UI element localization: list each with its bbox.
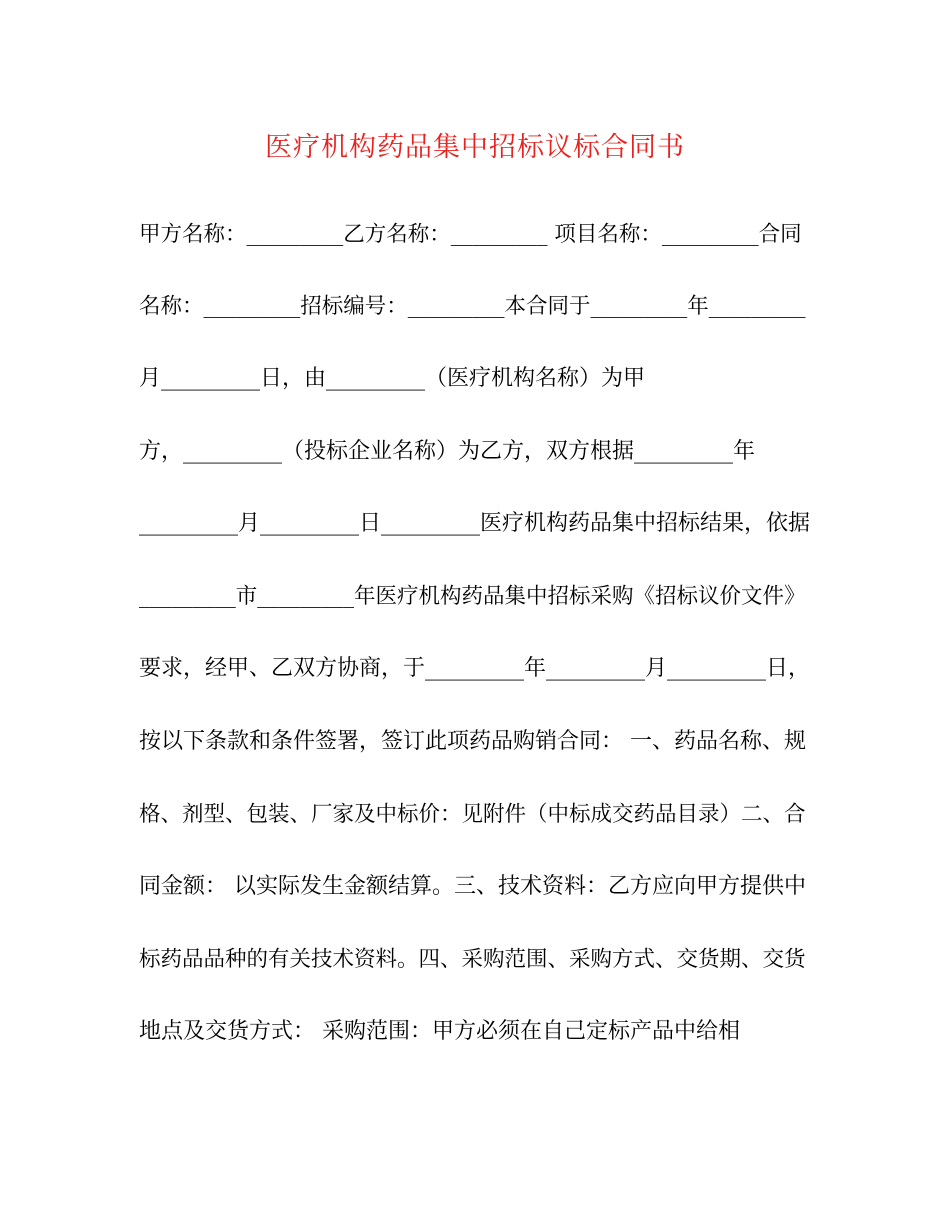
- body-line: 格、剂型、包装、厂家及中标价：见附件（中标成交药品目录）二、合: [139, 802, 806, 827]
- body-line: 要求，经甲、乙双方协商，于_________年_________月_________日，: [139, 656, 811, 681]
- body-line: 地点及交货方式： 采购范围：甲方必须在自己定标产品中给相: [139, 1019, 740, 1044]
- document-title: 医疗机构药品集中招标议标合同书: [265, 132, 685, 163]
- body-line: 月_________日，由_________（医疗机构名称）为甲: [139, 366, 646, 391]
- body-line: 标药品品种的有关技术资料。四、采购范围、采购方式、交货期、交货: [139, 947, 806, 972]
- body-line: 同金额： 以实际发生金额结算。三、技术资料：乙方应向甲方提供中: [139, 874, 806, 899]
- body-line: _________市_________年医疗机构药品集中招标采购《招标议价文件》: [139, 584, 806, 609]
- body-line: 名称：_________招标编号：_________本合同于_________年_________: [139, 294, 806, 319]
- body-line: _________月_________日_________医疗机构药品集中招标结果，依据: [139, 511, 811, 536]
- body-line: 方，_________（投标企业名称）为乙方，双方根据_________年: [139, 439, 756, 464]
- body-line: 甲方名称：_________乙方名称：_________ 项目名称：_________合同: [139, 222, 802, 247]
- body-line: 按以下条款和条件签署，签订此项药品购销合同： 一、药品名称、规: [139, 729, 806, 754]
